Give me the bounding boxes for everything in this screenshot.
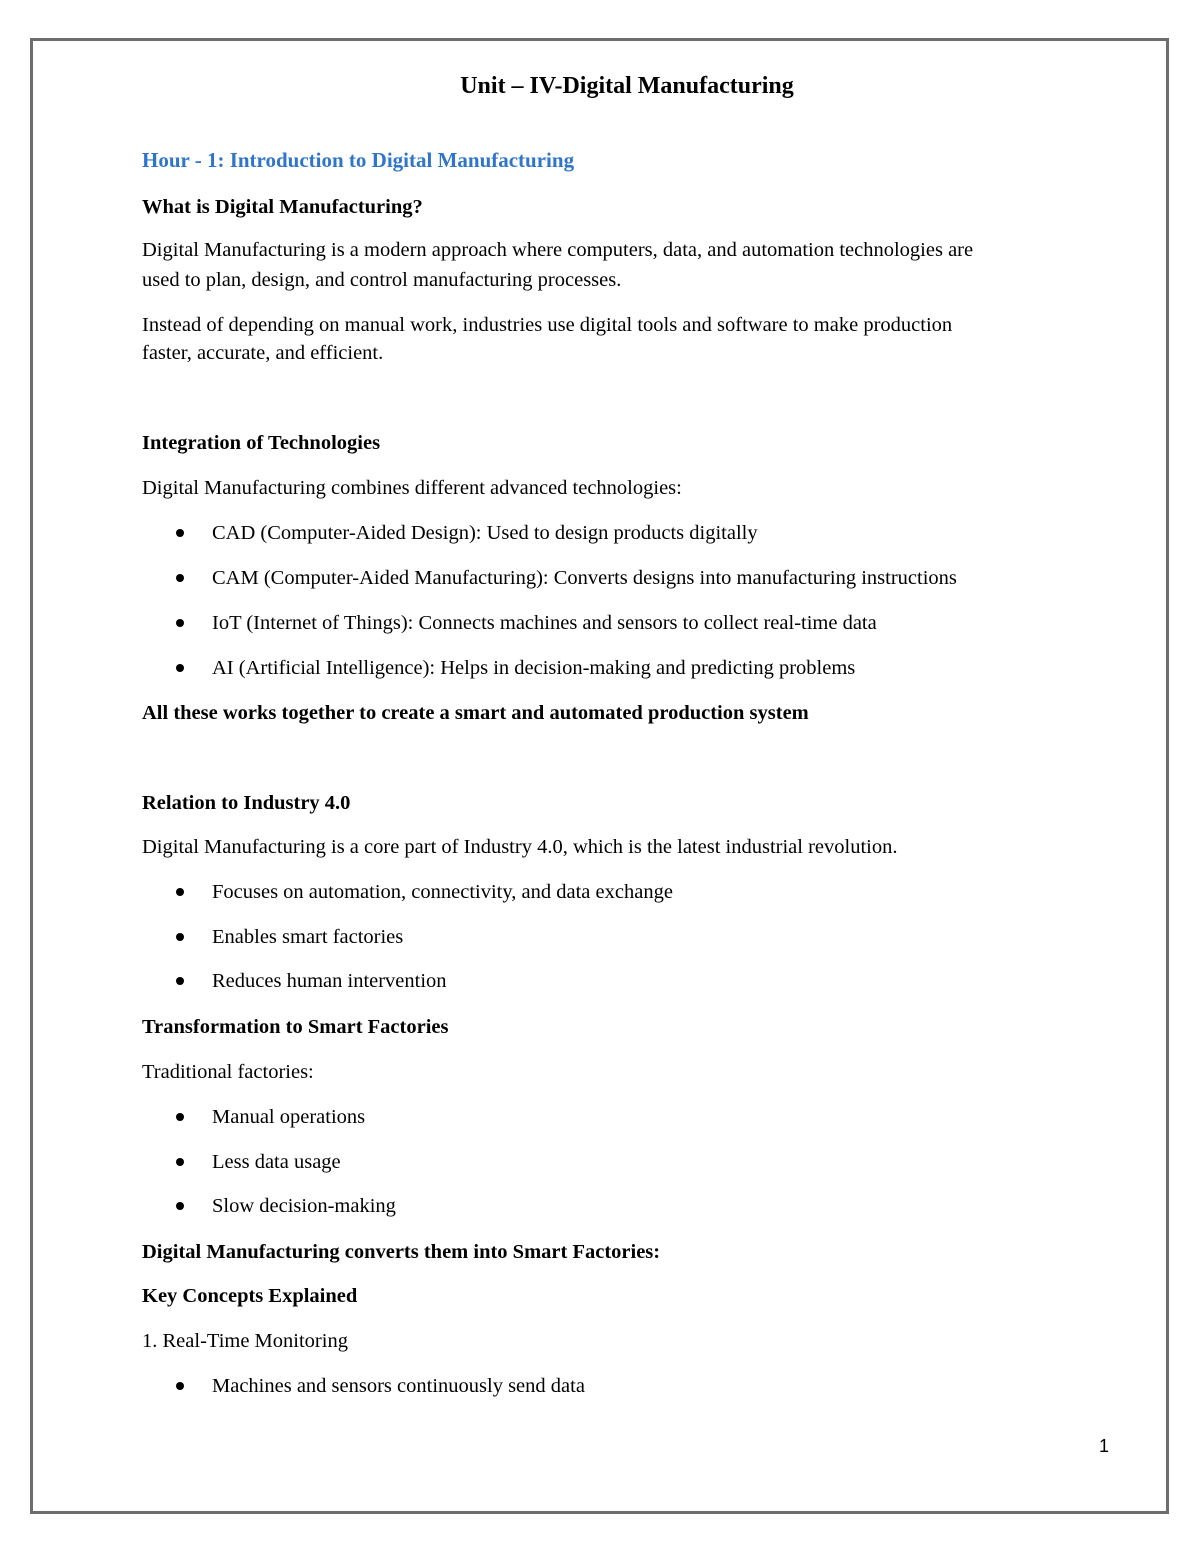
list-item: IoT (Internet of Things): Connects machines and sensors to collect real-time data <box>212 612 877 634</box>
bullet-icon <box>176 933 184 941</box>
list-item: Manual operations <box>212 1106 366 1128</box>
page-title: Unit – IV-Digital Manufacturing <box>460 73 794 99</box>
transformation-heading: Transformation to Smart Factories <box>142 1016 449 1038</box>
list-item: CAD (Computer-Aided Design): Used to design products digitally <box>212 522 758 544</box>
industry-intro: Digital Manufacturing is a core part of Industry 4.0, which is the latest industrial revolution. <box>142 836 898 858</box>
paragraph-line: Digital Manufacturing is a modern approach where computers, data, and automation technologies are <box>142 239 974 261</box>
integration-summary: All these works together to create a smart and automated production system <box>142 702 809 724</box>
list-item: CAM (Computer-Aided Manufacturing): Converts designs into manufacturing instructions <box>212 567 957 589</box>
page-number: 1 <box>1099 1436 1110 1456</box>
integration-intro: Digital Manufacturing combines different advanced technologies: <box>142 477 682 499</box>
bullet-icon <box>176 1202 184 1210</box>
bullet-icon <box>176 529 184 537</box>
what-heading: What is Digital Manufacturing? <box>142 196 423 218</box>
list-item: Focuses on automation, connectivity, and data exchange <box>212 881 673 903</box>
paragraph-line: faster, accurate, and efficient. <box>142 342 384 364</box>
bullet-icon <box>176 1113 184 1121</box>
bullet-icon <box>176 664 184 672</box>
bullet-icon <box>176 888 184 896</box>
list-item: Machines and sensors continuously send data <box>212 1375 585 1397</box>
list-item: AI (Artificial Intelligence): Helps in decision-making and predicting problems <box>212 657 856 679</box>
realtime-heading: 1. Real-Time Monitoring <box>142 1330 348 1352</box>
integration-heading: Integration of Technologies <box>142 432 381 454</box>
hour-heading: Hour - 1: Introduction to Digital Manufacturing <box>142 148 575 172</box>
bullet-icon <box>176 977 184 985</box>
list-item: Slow decision-making <box>212 1195 396 1217</box>
paragraph-line: used to plan, design, and control manufacturing processes. <box>142 269 622 291</box>
key-concepts-heading: Key Concepts Explained <box>142 1285 358 1307</box>
traditional-intro: Traditional factories: <box>142 1061 314 1083</box>
converts-heading: Digital Manufacturing converts them into Smart Factories: <box>142 1241 661 1263</box>
bullet-icon <box>176 574 184 582</box>
list-item: Less data usage <box>212 1151 341 1173</box>
bullet-icon <box>176 1382 184 1390</box>
list-item: Reduces human intervention <box>212 970 447 992</box>
list-item: Enables smart factories <box>212 926 404 948</box>
paragraph-line: Instead of depending on manual work, industries use digital tools and software to make production <box>142 314 953 336</box>
bullet-icon <box>176 1158 184 1166</box>
bullet-icon <box>176 619 184 627</box>
industry-heading: Relation to Industry 4.0 <box>142 792 351 814</box>
